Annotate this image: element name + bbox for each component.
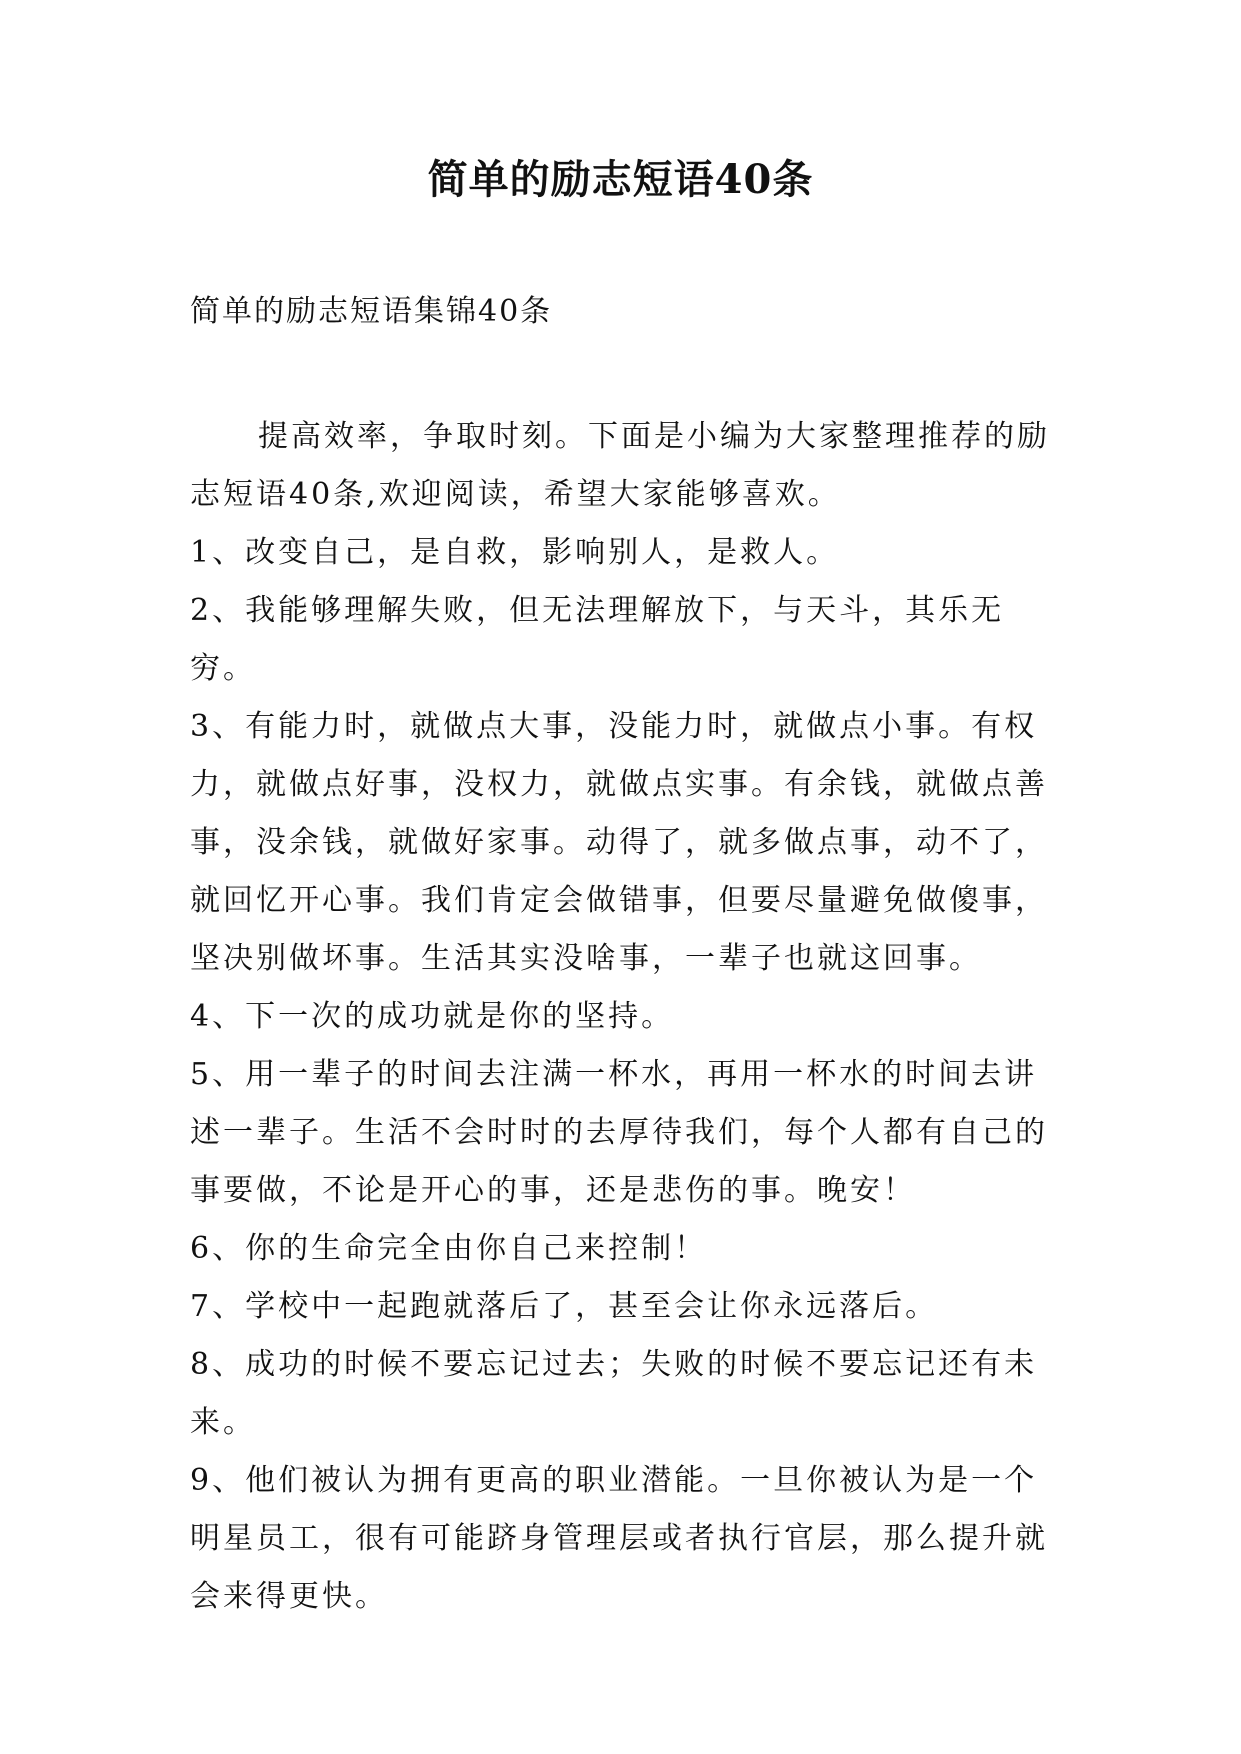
list-item: 7、学校中一起跑就落后了，甚至会让你永远落后。 bbox=[190, 1289, 939, 1324]
list-item: 9、他们被认为拥有更高的职业潜能。一旦你被认为是一个明星员工，很有可能跻身管理层或者执行官层，那么提升就会来得更快。 bbox=[190, 1463, 1048, 1614]
list-item: 5、用一辈子的时间去注满一杯水，再用一杯水的时间去讲述一辈子。生活不会时时的去厚待我们，每个人都有自己的事要做，不论是开心的事，还是悲伤的事。晚安！ bbox=[190, 1057, 1048, 1208]
intro-paragraph: 提高效率，争取时刻。下面是小编为大家整理推荐的励志短语40条,欢迎阅读，希望大家能够喜欢。 bbox=[190, 419, 1050, 512]
list-item: 3、有能力时，就做点大事，没能力时，就做点小事。有权力，就做点好事，没权力，就做点实事。有余钱，就做点善事，没余钱，就做好家事。动得了，就多做点事，动不了，就回忆开心事。我们肯定会做错事，但要尽量避免做傻事，坚决别做坏事。生活其实没啥事，一辈子也就这回事。 bbox=[190, 709, 1048, 976]
list-item: 1、改变自己，是自救，影响别人，是救人。 bbox=[190, 535, 840, 570]
list-item: 4、下一次的成功就是你的坚持。 bbox=[190, 999, 675, 1034]
document-body bbox=[190, 408, 1070, 1626]
page-title: 简单的励志短语40条 bbox=[427, 156, 814, 203]
list-item: 2、我能够理解失败，但无法理解放下，与天斗，其乐无穷。 bbox=[190, 593, 1005, 686]
document-subtitle: 简单的励志短语集锦40条 bbox=[190, 294, 553, 329]
list-item: 8、成功的时候不要忘记过去；失败的时候不要忘记还有未来。 bbox=[190, 1347, 1038, 1440]
list-item: 6、你的生命完全由你自己来控制！ bbox=[190, 1231, 708, 1266]
